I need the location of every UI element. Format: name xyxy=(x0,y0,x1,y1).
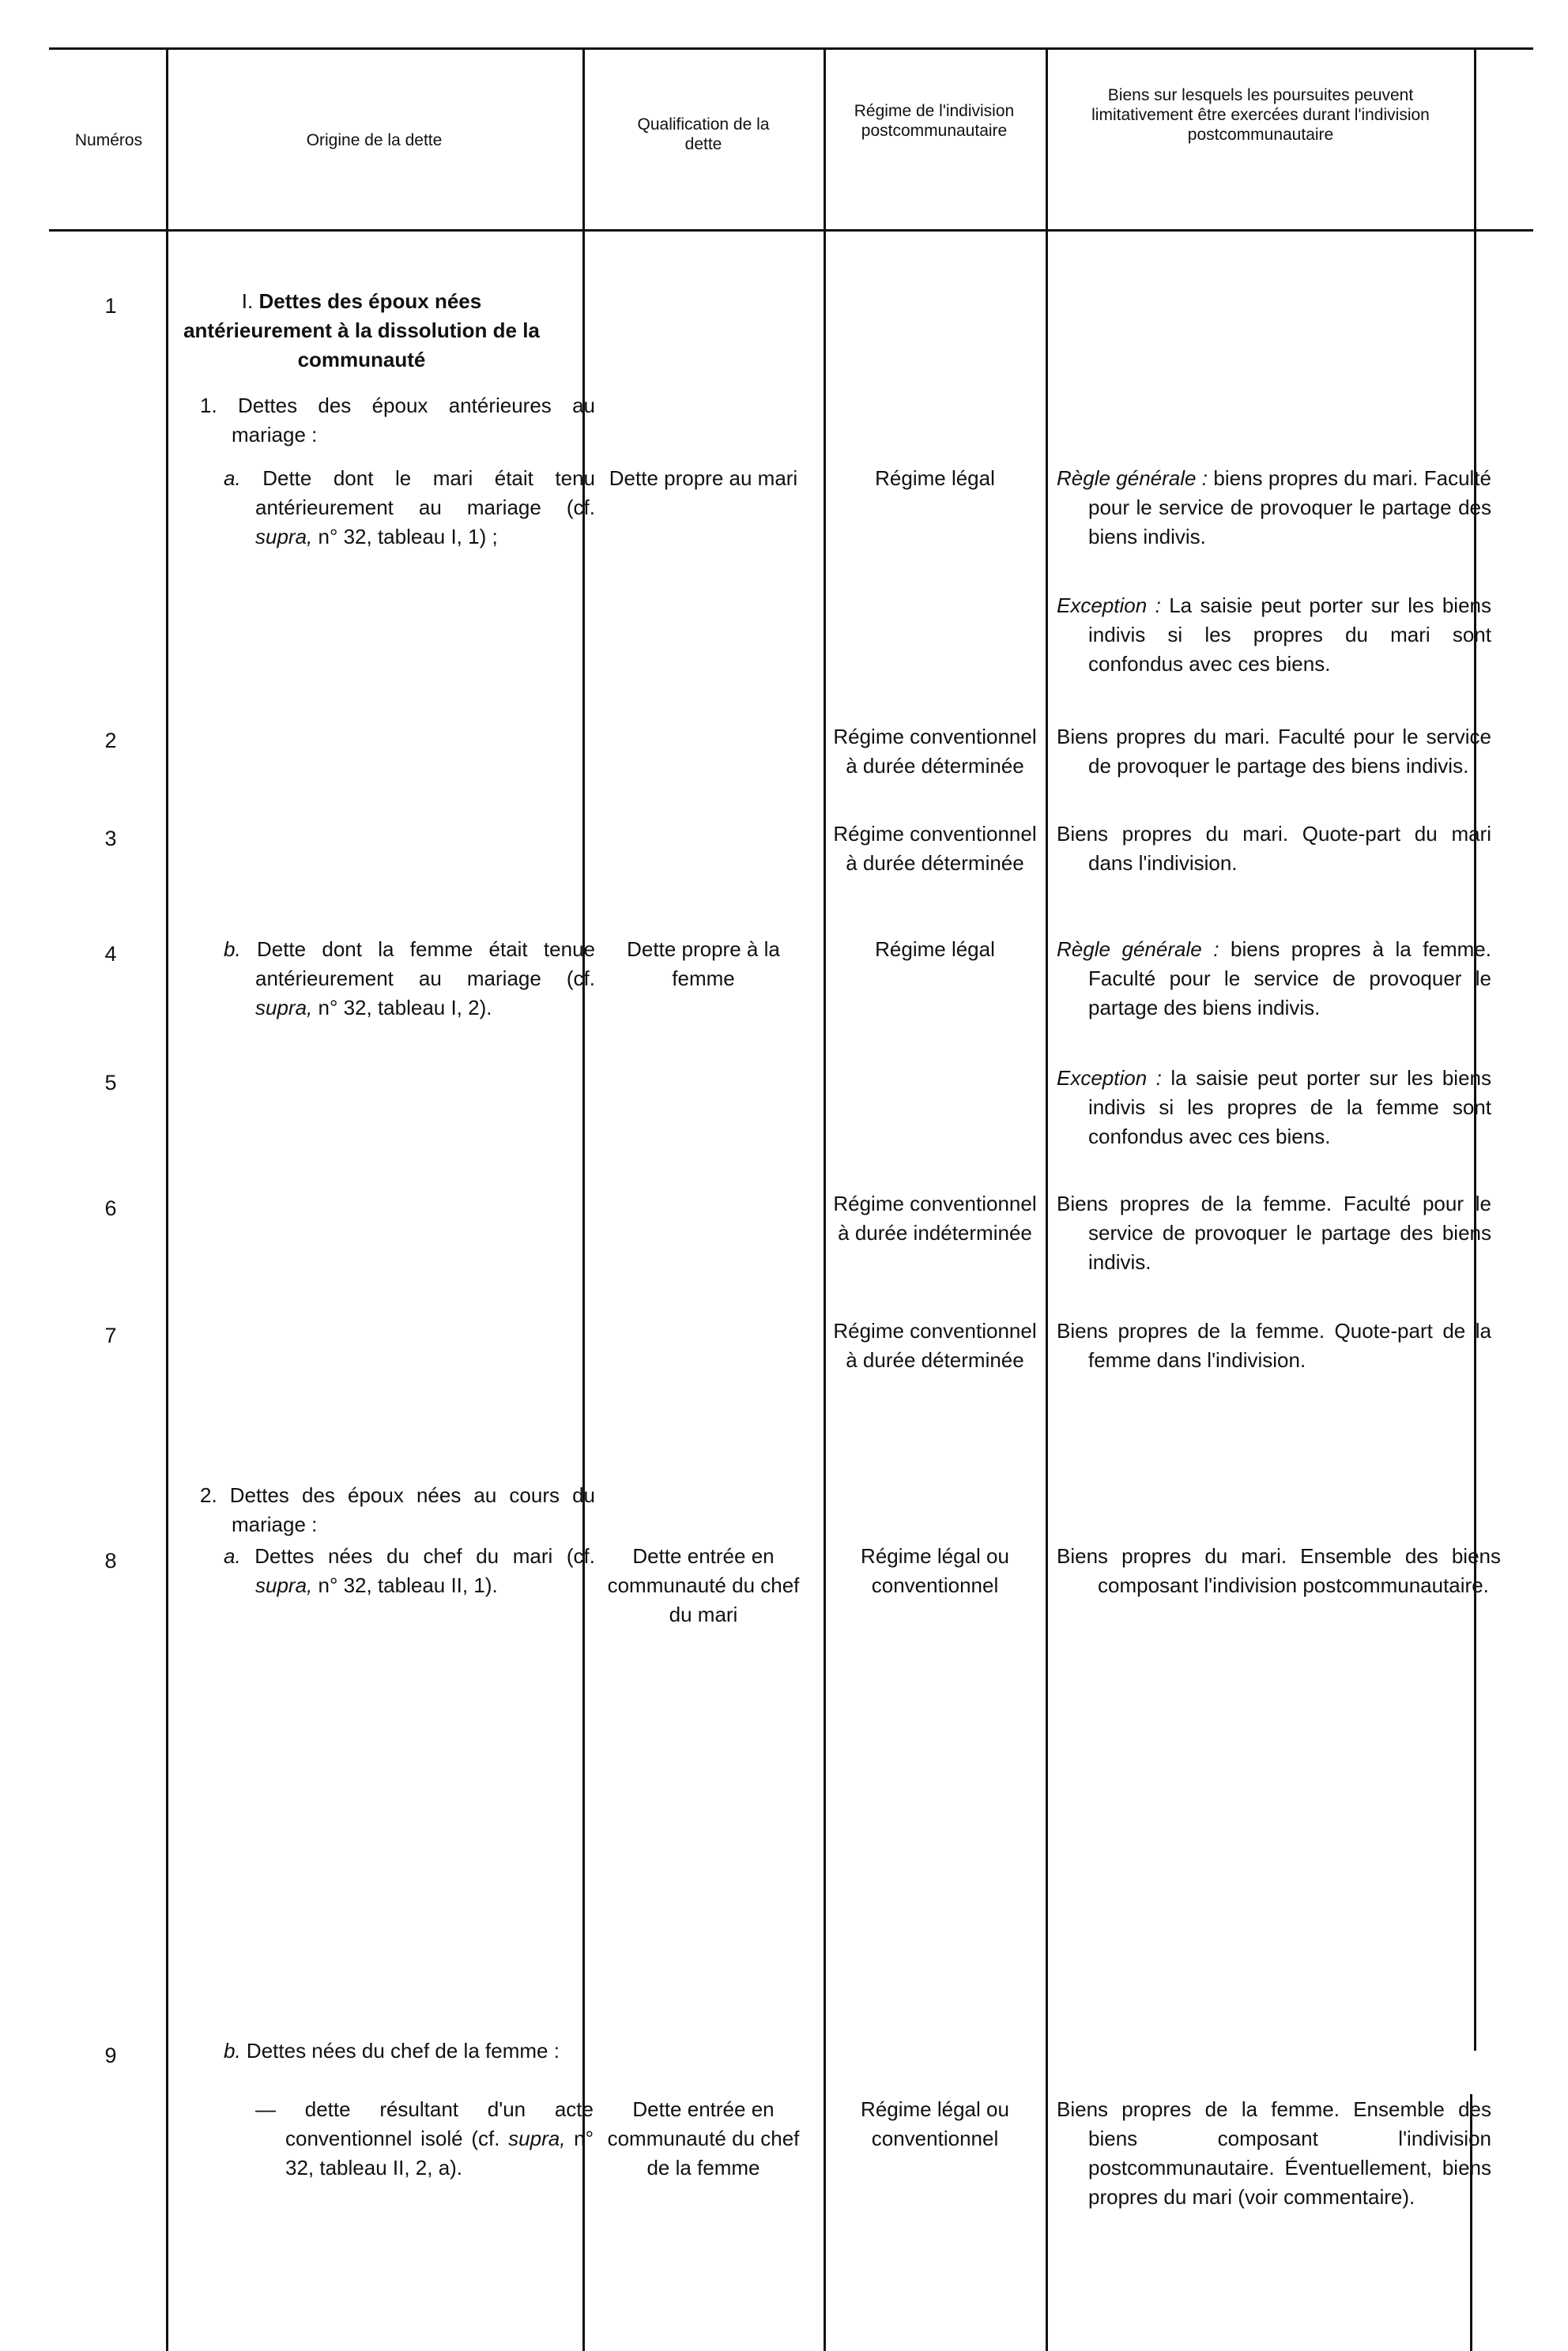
row-number-2: 2 xyxy=(104,729,117,752)
biens-3: Biens propres du mari. Quote-part du mari dans l'indivision. xyxy=(1057,822,1491,875)
regime-2: Régime conventionnel à durée déterminée xyxy=(833,725,1037,778)
biens-1-text: biens propres du mari. Faculté pour le service de provoquer le partage des biens indivis. xyxy=(1088,466,1491,548)
item-2b-sub-tail: n° 32, tableau II, 2, a). xyxy=(285,2127,594,2180)
biens-1e-label: Exception : xyxy=(1057,593,1161,617)
item-1b-letter: b. xyxy=(224,937,241,961)
section-title: Dettes des époux nées antérieurement à la dissolution de la communauté xyxy=(183,289,540,371)
table-top-rule xyxy=(49,47,1533,50)
item-2a-supra: supra, xyxy=(255,1573,313,1597)
section-heading-I xyxy=(170,287,553,375)
biens-5-label: Exception : xyxy=(1057,1066,1162,1090)
biens-4-text: biens propres à la femme. Faculté pour le service de provoquer le partage des biens indivis. xyxy=(1088,937,1491,1019)
item-2b-sub-supra: supra, xyxy=(508,2127,566,2150)
item-1b-tail: n° 32, tableau I, 2). xyxy=(312,996,492,1019)
column-divider-5 xyxy=(1474,47,1476,2051)
row-number-4: 4 xyxy=(104,942,117,966)
qualification-1: Dette propre au mari xyxy=(609,466,798,490)
item-1a-supra: supra, xyxy=(255,525,313,548)
item-2b xyxy=(224,2036,595,2066)
item-1b-supra: supra, xyxy=(255,996,313,1019)
header-qualification: Qualification de la dette xyxy=(637,115,770,153)
regime-3: Régime conventionnel à durée déterminée xyxy=(833,822,1037,875)
biens-1-exception xyxy=(1057,591,1491,679)
regime-1: Régime légal xyxy=(875,466,995,490)
regime-8: Régime légal ou conventionnel xyxy=(861,1544,1009,1597)
subsection-2-title: Dettes des époux nées au cours du mariage : xyxy=(229,1483,595,1536)
biens-1-label: Règle générale : xyxy=(1057,466,1208,490)
item-1a-letter: a. xyxy=(224,466,241,490)
item-2a xyxy=(224,1542,595,1600)
regime-6: Régime conventionnel à durée indéterminée xyxy=(833,1192,1037,1245)
item-1a xyxy=(224,464,595,552)
header-biens: Biens sur lesquels les poursuites peuvent limitativement être exercées durant l'indivision postcommunautaire xyxy=(1091,86,1430,144)
qualification-4: Dette propre à la femme xyxy=(627,937,780,990)
header-numeros: Numéros xyxy=(74,131,143,149)
biens-1-rule xyxy=(1057,464,1491,552)
biens-9: Biens propres de la femme. Ensemble des biens composant l'indivision postcommunautaire. Éventuellement, biens propres du mari (voir commentaire). xyxy=(1057,2097,1491,2209)
item-2a-tail: n° 32, tableau II, 1). xyxy=(312,1573,498,1597)
row-number-8: 8 xyxy=(104,1549,117,1573)
subsection-1-title: Dettes des époux antérieures au mariage : xyxy=(232,394,595,446)
item-2a-text: Dettes nées du chef du mari (cf. xyxy=(254,1544,595,1568)
item-2a-letter: a. xyxy=(224,1544,241,1568)
item-2b-sub-dash: — xyxy=(255,2097,276,2121)
biens-4-rule xyxy=(1057,935,1491,1023)
qualification-8: Dette entrée en communauté du chef du mari xyxy=(607,1544,800,1626)
item-2b-sub xyxy=(255,2095,594,2183)
regime-4: Régime légal xyxy=(875,937,995,961)
biens-5-text: la saisie peut porter sur les biens indivis si les propres de la femme sont confondus avec ces biens. xyxy=(1088,1066,1491,1148)
row-number-7: 7 xyxy=(104,1324,117,1347)
column-divider-3 xyxy=(824,47,826,2351)
column-divider-1 xyxy=(166,47,168,2351)
section-roman: I. xyxy=(241,289,254,313)
qualification-9: Dette entrée en communauté du chef de la femme xyxy=(607,2097,800,2180)
subsection-2 xyxy=(200,1481,595,1539)
biens-8: Biens propres du mari. Ensemble des biens composant l'indivision postcommunautaire. xyxy=(1057,1544,1501,1597)
item-1b-text: Dette dont la femme était tenue antérieurement au mariage (cf. xyxy=(255,937,595,990)
biens-1e-text: La saisie peut porter sur les biens indivis si les propres du mari sont confondus avec ces biens. xyxy=(1088,593,1491,676)
item-1b xyxy=(224,935,595,1023)
item-1a-tail: n° 32, tableau I, 1) ; xyxy=(312,525,498,548)
item-1a-text: Dette dont le mari était tenu antérieurement au mariage (cf. xyxy=(255,466,595,519)
item-2b-sub-text: dette résultant d'un acte conventionnel isolé (cf. xyxy=(285,2097,594,2150)
biens-6: Biens propres de la femme. Faculté pour le service de provoquer le partage des biens indivis. xyxy=(1057,1192,1491,1274)
header-regime: Régime de l'indivision postcommunautaire xyxy=(854,102,1015,140)
regime-9: Régime légal ou conventionnel xyxy=(861,2097,1009,2150)
item-2b-letter: b. xyxy=(224,2039,241,2063)
row-number-1: 1 xyxy=(104,294,117,318)
item-2b-text: Dettes nées du chef de la femme : xyxy=(246,2039,560,2063)
header-origine: Origine de la dette xyxy=(306,131,443,149)
biens-5-exception xyxy=(1057,1064,1491,1151)
biens-2: Biens propres du mari. Faculté pour le service de provoquer le partage des biens indivis. xyxy=(1057,725,1491,778)
row-number-3: 3 xyxy=(104,827,117,850)
header-bottom-rule xyxy=(49,229,1533,232)
row-number-5: 5 xyxy=(104,1071,117,1094)
subsection-2-num: 2. xyxy=(200,1483,217,1507)
biens-7: Biens propres de la femme. Quote-part de la femme dans l'indivision. xyxy=(1057,1319,1491,1372)
subsection-1-num: 1. xyxy=(200,394,217,417)
column-divider-4 xyxy=(1046,47,1048,2351)
biens-4-label: Règle générale : xyxy=(1057,937,1219,961)
subsection-1 xyxy=(200,391,595,450)
regime-7: Régime conventionnel à durée déterminée xyxy=(833,1319,1037,1372)
row-number-6: 6 xyxy=(104,1196,117,1220)
row-number-9: 9 xyxy=(104,2044,117,2067)
